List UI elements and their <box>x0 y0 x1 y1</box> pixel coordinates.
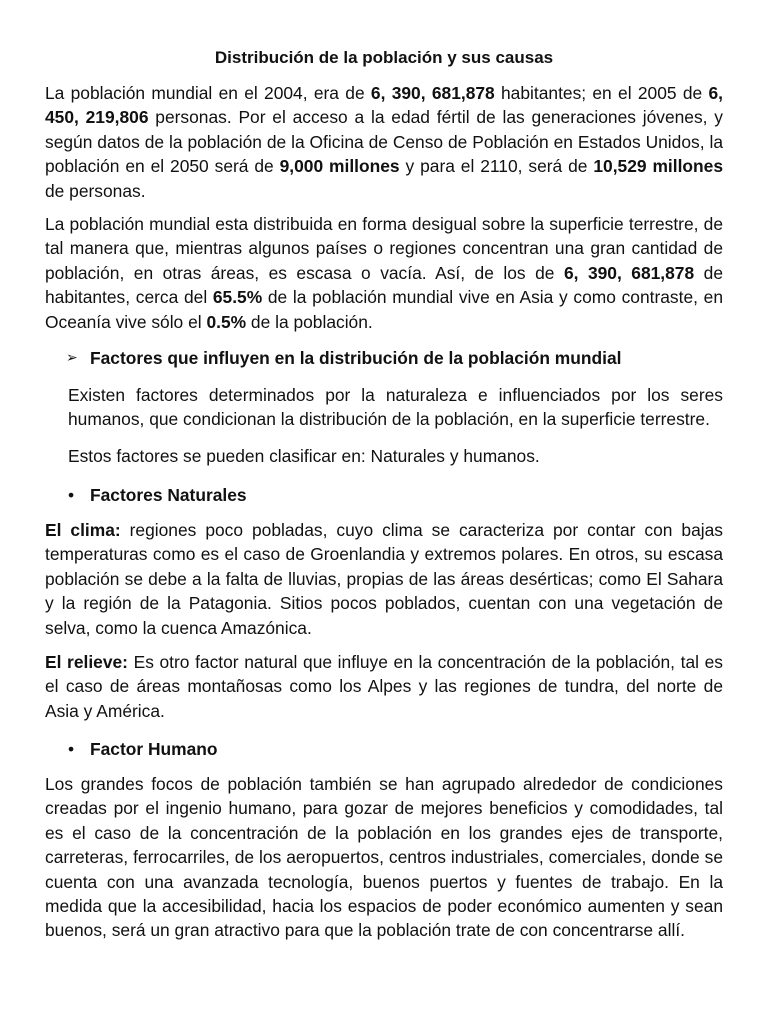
text-segment: de personas. <box>45 180 146 201</box>
bold-text: 6, 390, 681,878 <box>563 262 695 283</box>
bold-text: El clima: <box>45 520 121 540</box>
text-segment: de la población mundial vive en Asia y como contraste, en Oceanía vive sólo el <box>45 287 723 332</box>
heading-natural-factors-text: Factores Naturales <box>90 485 247 505</box>
text-segment: Es otro factor natural que influye en la concentración de la población, tal es el caso de áreas montañosas como los Alpes y las regiones de tundra, del norte de Asia y América. <box>45 652 723 721</box>
text-segment: y para el 2110, será de <box>399 156 594 177</box>
bold-text: 0.5% <box>206 311 247 332</box>
paragraph-human-factor: Los grandes focos de población también se han agrupado alrededor de condiciones creadas por el ingenio humano, para gozar de mejores beneficios y comodidades, tal es el caso de la concentración de la población en los grandes ejes de transporte, carreteras, ferrocarriles, de los aeropuertos, centros industriales, comerciales, donde se cuenta con una avanzada tecnología, buenos puertos y fuentes de trabajo. En la medida que la accesibilidad, hacia los espacios de poder económico aumenten y sean buenos, será un gran atractivo para que la población trate de con concentrarse allí. <box>45 774 723 941</box>
bold-text: El relieve: <box>45 652 128 672</box>
bullet-icon: • <box>68 739 75 759</box>
bold-text: 65.5% <box>212 287 263 308</box>
heading-human-factor-text: Factor Humano <box>90 739 218 759</box>
text-segment: de habitantes, cerca del <box>45 262 723 308</box>
text-segment: La población mundial esta distribuida en forma desigual sobre la superficie terrestre, de tal manera que, mientras algunos países o regiones concentran una gran cantidad de población, en otras áreas, es escasa o vacía. Así, de los de <box>45 214 723 283</box>
paragraph-population-figures <box>45 81 723 203</box>
paragraph-relief <box>45 650 723 723</box>
heading-natural-factors <box>68 483 490 507</box>
arrow-bullet-icon: ➢ <box>66 349 78 365</box>
text-segment: La población mundial en el 2004, era de <box>45 83 371 103</box>
paragraph-factors-intro: Existen factores determinados por la naturaleza e influenciados por los seres humanos, que condicionan la distribución de la población, en la superficie terrestre. <box>68 385 723 430</box>
bold-text: 6, 390, 681,878 <box>370 83 495 103</box>
heading-factors-text: Factores que influyen en la distribución de la población mundial <box>90 348 622 368</box>
paragraph-distribution <box>45 212 723 334</box>
text-segment: personas. Por el acceso a la edad fértil de las generaciones jóvenes, y según datos de la población de la Oficina de Censo de Población en Estados Unidos, la población en el 2050 será de <box>45 107 723 177</box>
bold-text: 9,000 millones <box>279 156 400 177</box>
bold-text: 6, 450, 219,806 <box>45 83 723 128</box>
text-segment: habitantes; en el 2005 de <box>494 83 709 103</box>
bullet-icon: • <box>68 485 75 505</box>
paragraph-climate <box>45 518 723 640</box>
text-segment: de la población. <box>246 311 373 332</box>
heading-factors <box>66 346 730 370</box>
bold-text: 10,529 millones <box>593 156 724 177</box>
document-title: Distribución de la población y sus causas <box>214 48 554 67</box>
paragraph-factors-classification: Estos factores se pueden clasificar en: Naturales y humanos. <box>68 446 540 466</box>
heading-human-factor <box>68 737 490 761</box>
text-segment: regiones poco pobladas, cuyo clima se caracteriza por contar con bajas temperaturas como es el caso de Groenlandia y extremos polares. En otros, su escasa población se debe a la falta de lluvias, propias de las áreas desérticas; como El Sahara y la región de la Patagonia. Sitios pocos poblados, cuentan con una vegetación de selva, como la cuenca Amazónica. <box>45 520 723 638</box>
